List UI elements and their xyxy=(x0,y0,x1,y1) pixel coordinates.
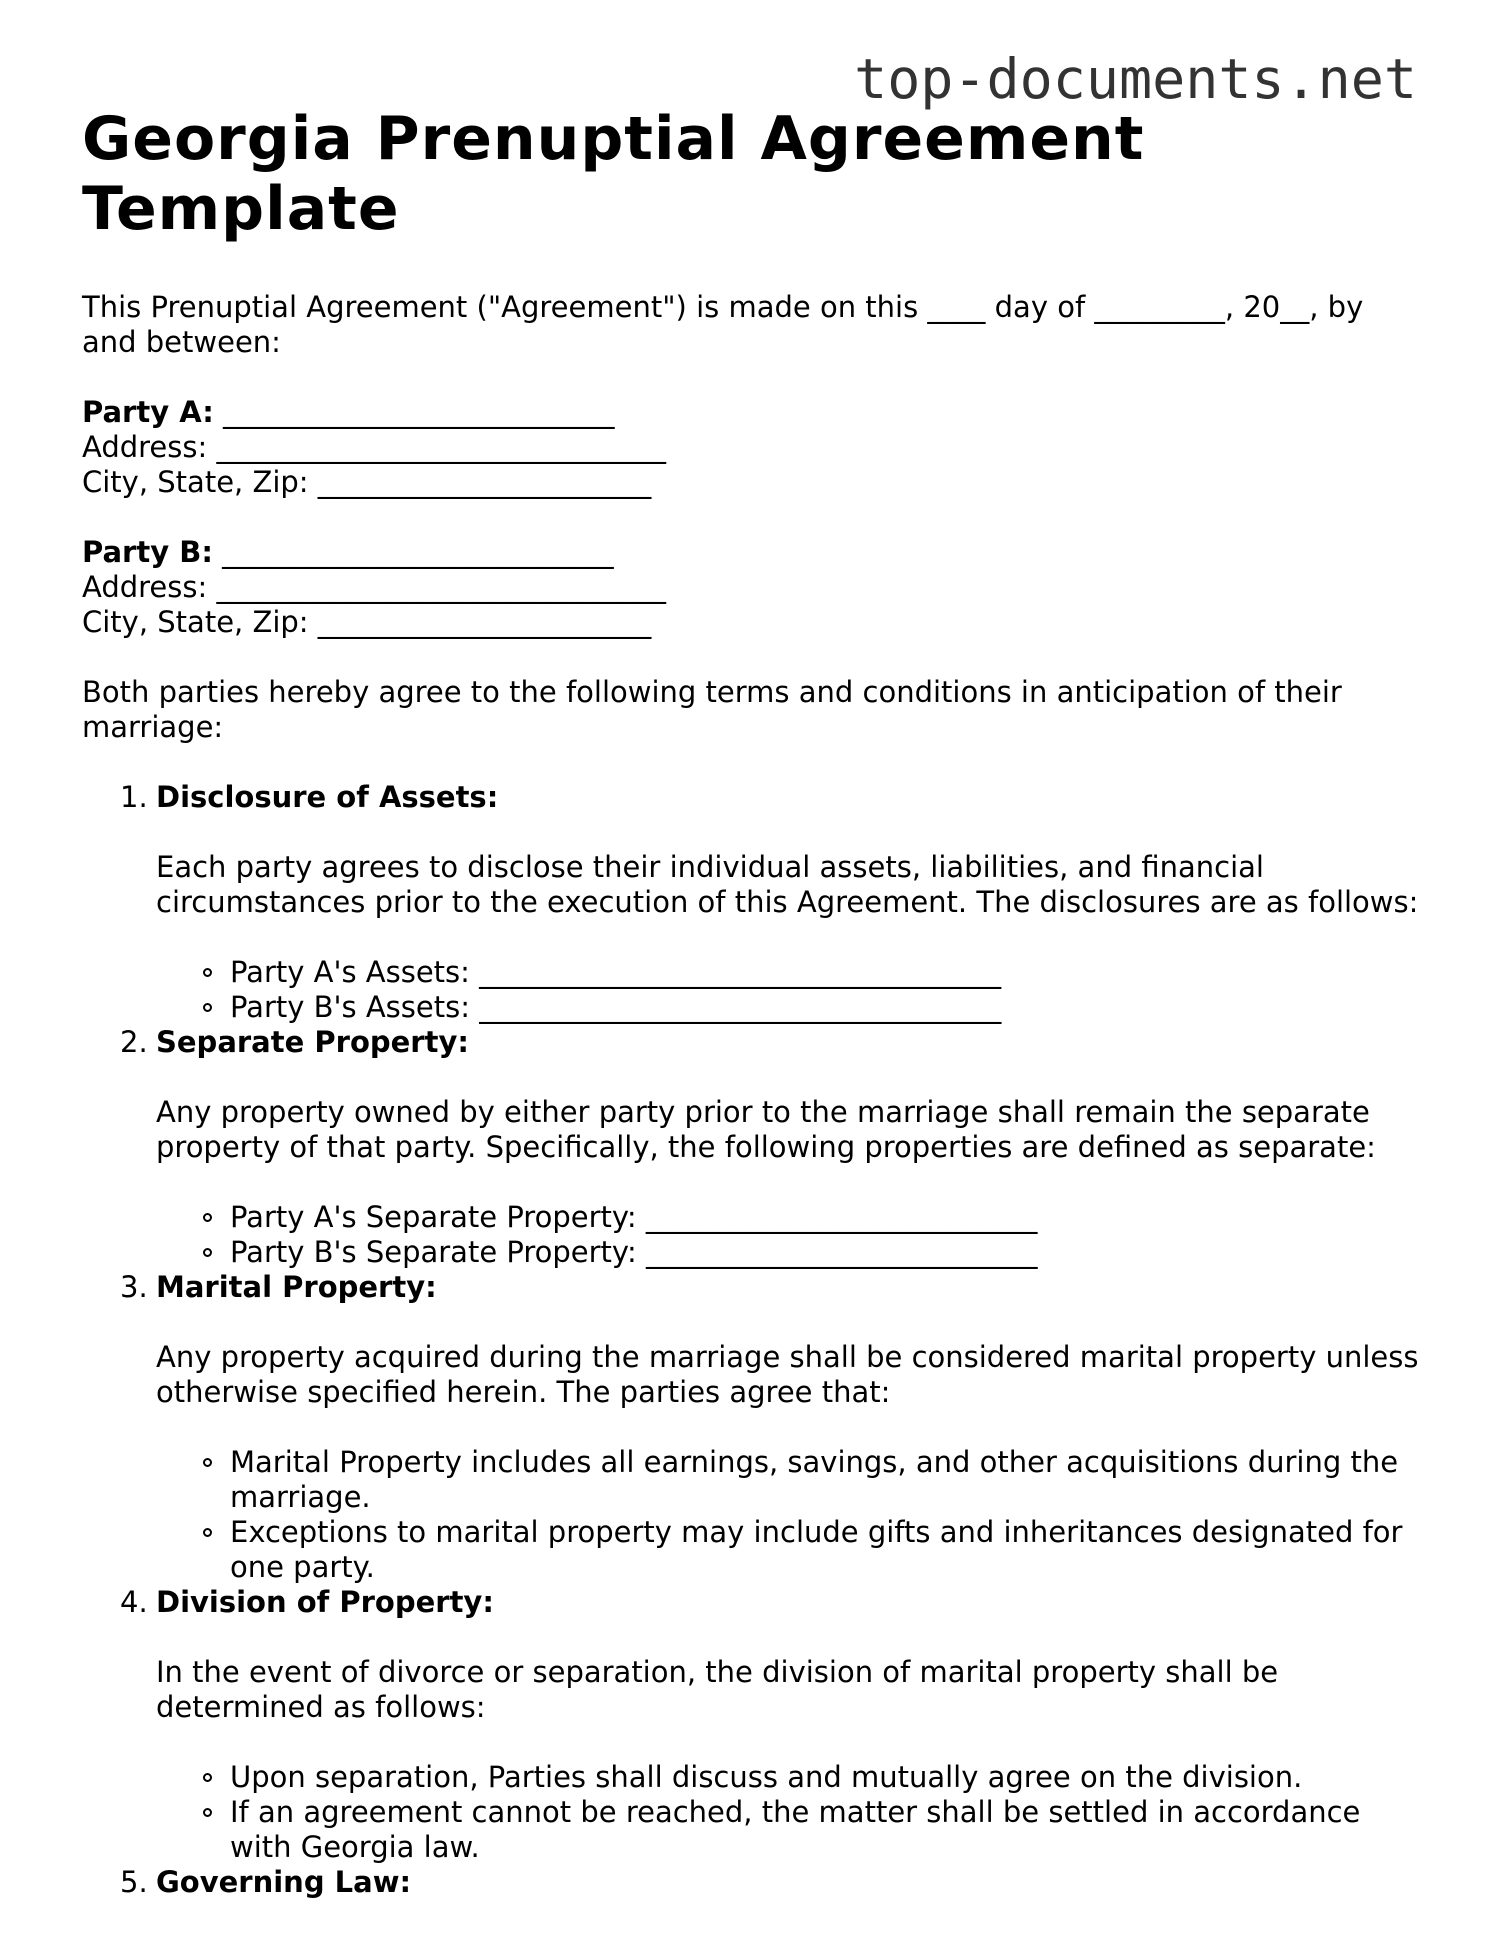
party-a-block xyxy=(82,395,1422,500)
section-number: 1. xyxy=(120,780,148,814)
bullet-list xyxy=(156,1760,1422,1865)
list-item: Upon separation, Parties shall discuss and mutually agree on the division. xyxy=(230,1760,1422,1795)
list-item: Exceptions to marital property may include gifts and inheritances designated for one party. xyxy=(230,1515,1422,1585)
party-a-address-line: Address: _______________________________ xyxy=(82,430,666,464)
section-separate-property xyxy=(120,1025,1422,1270)
list-item: If an agreement cannot be reached, the matter shall be settled in accordance with Georgia law. xyxy=(230,1795,1422,1865)
list-item: Party A's Assets: ____________________________________ xyxy=(230,955,1422,990)
party-b-city-line: City, State, Zip: _______________________ xyxy=(82,605,652,639)
party-a-city-line: City, State, Zip: _______________________ xyxy=(82,465,652,499)
bullet-list xyxy=(156,1200,1422,1270)
party-a-name-blank: ___________________________ xyxy=(223,395,615,429)
document-body xyxy=(82,104,1422,1900)
bullet-list xyxy=(156,1445,1422,1585)
section-heading: Governing Law: xyxy=(156,1865,412,1899)
section-body: Each party agrees to disclose their individual assets, liabilities, and financial circumstances prior to the execution of this Agreement. The disclosures are as follows: xyxy=(156,850,1419,919)
agreement-preamble: Both parties hereby agree to the following terms and conditions in anticipation of their marriage: xyxy=(82,675,1342,744)
list-item: Party B's Assets: ____________________________________ xyxy=(230,990,1422,1025)
bullet-list xyxy=(156,955,1422,1025)
section-heading: Division of Property: xyxy=(156,1585,494,1619)
watermark: top-documents.net xyxy=(854,47,1417,111)
section-division-of-property xyxy=(120,1585,1422,1865)
section-marital-property xyxy=(120,1270,1422,1585)
party-b-block xyxy=(82,535,1422,640)
section-governing-law xyxy=(120,1865,1422,1900)
section-heading: Marital Property: xyxy=(156,1270,437,1304)
party-b-name-line xyxy=(82,535,1422,570)
list-item: Party B's Separate Property: ___________________________ xyxy=(230,1235,1422,1270)
intro-paragraph: This Prenuptial Agreement ("Agreement") is made on this ____ day of _________, 20__, by and between: xyxy=(82,290,1364,359)
party-b-label: Party B: xyxy=(82,535,213,569)
section-number: 2. xyxy=(120,1025,148,1059)
sections-list xyxy=(82,780,1422,1900)
section-heading: Disclosure of Assets: xyxy=(156,780,499,814)
party-b-name-blank: ___________________________ xyxy=(222,535,614,569)
section-body: Any property owned by either party prior to the marriage shall remain the separate property of that party. Specifically, the following properties are defined as separate: xyxy=(156,1095,1376,1164)
section-body: In the event of divorce or separation, the division of marital property shall be determined as follows: xyxy=(156,1655,1279,1724)
party-b-address-line: Address: _______________________________ xyxy=(82,570,666,604)
party-a-label: Party A: xyxy=(82,395,214,429)
section-number: 5. xyxy=(120,1865,148,1899)
section-number: 3. xyxy=(120,1270,148,1304)
section-number: 4. xyxy=(120,1585,148,1619)
list-item: Marital Property includes all earnings, savings, and other acquisitions during the marriage. xyxy=(230,1445,1422,1515)
list-item: Party A's Separate Property: ___________________________ xyxy=(230,1200,1422,1235)
section-disclosure-of-assets xyxy=(120,780,1422,1025)
document-title: Georgia Prenuptial Agreement Template xyxy=(82,104,1145,244)
party-a-name-line xyxy=(82,395,1422,430)
section-heading: Separate Property: xyxy=(156,1025,469,1059)
section-body: Any property acquired during the marriage shall be considered marital property unless otherwise specified herein. The parties agree that: xyxy=(156,1340,1419,1409)
